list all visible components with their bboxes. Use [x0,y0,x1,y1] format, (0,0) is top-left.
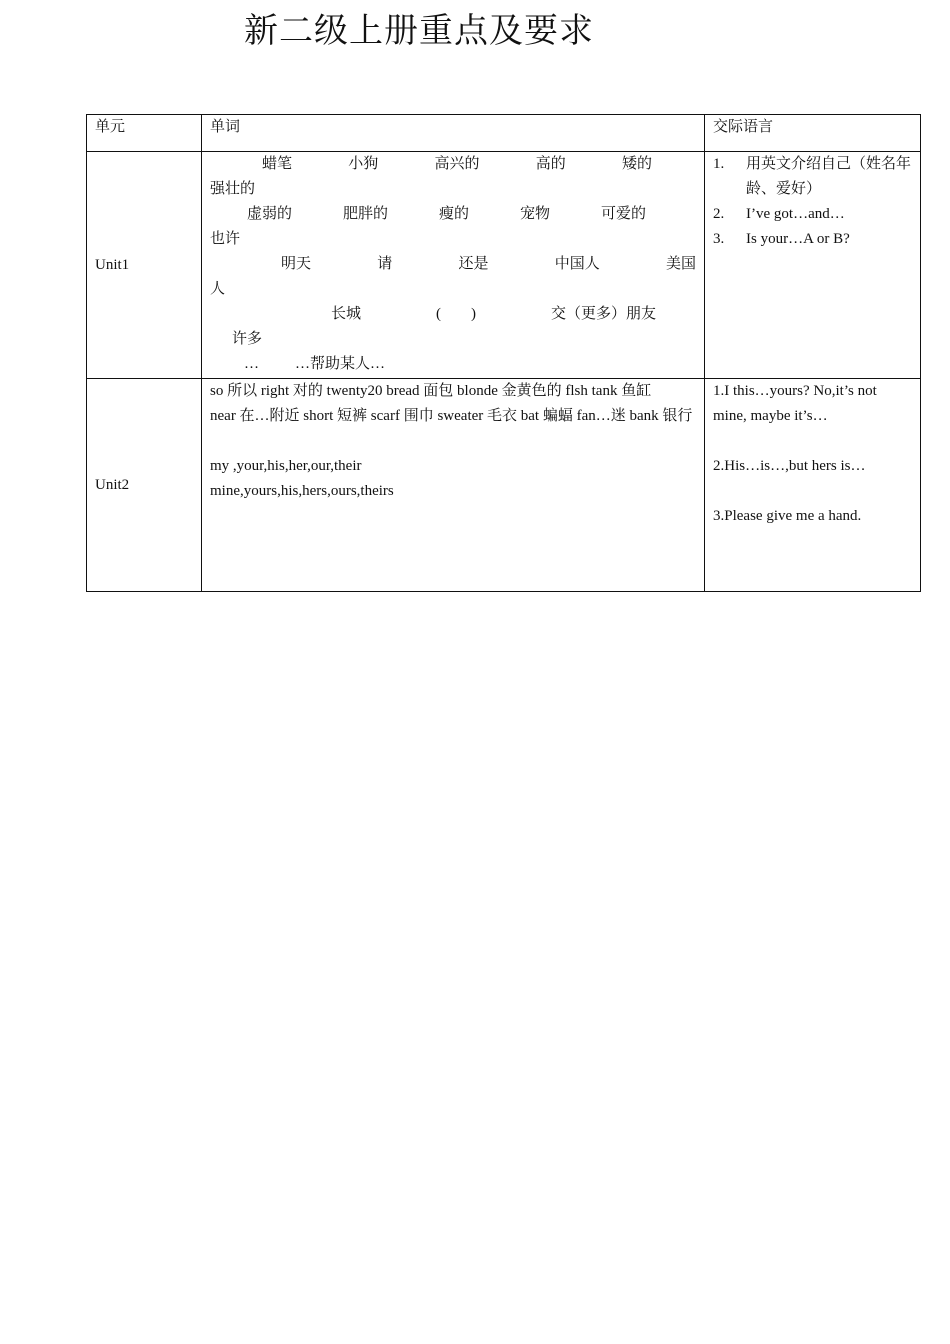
word-line [210,352,696,377]
header-unit: 单元 [87,115,202,152]
list-number: 3. [713,231,725,247]
word: 交（更多）朋友 [550,306,656,322]
word-line [210,327,696,352]
word-line [210,227,696,252]
language-item: 3.Please give me a hand. [713,508,862,524]
spacer [713,429,912,454]
word: 美国 [665,256,696,272]
language-cell [705,152,921,379]
document-title: 新二级上册重点及要求 [244,11,594,51]
word: 还是 [458,256,489,272]
word: 许多 [232,331,263,347]
word: 人 [210,281,226,297]
word-line [210,152,696,177]
word: 明天 [281,256,312,272]
table-header-row [87,115,921,152]
list-item [713,152,912,202]
list-item [713,227,912,252]
spacer [210,429,696,454]
word: 宠物 [519,206,550,222]
word: 小狗 [348,156,379,172]
header-language: 交际语言 [705,115,921,152]
possessive-line: mine,yours,his,hers,ours,theirs [210,483,394,499]
word: 中国人 [554,256,600,272]
word: 长城 [331,306,362,322]
word: 也许 [210,231,241,247]
word: 蜡笔 [262,156,293,172]
word: 肥胖的 [342,206,388,222]
list-text: I’ve got…and… [746,206,845,222]
language-item: 1.I this…yours? No,it’s not mine, maybe it’s… [713,383,877,424]
language-cell [705,379,921,592]
unit-cell: Unit1 [87,152,202,379]
table-row-unit1 [87,152,921,379]
word-line [210,202,696,227]
list-item [713,202,912,227]
words-cell [202,152,705,379]
word: …帮助某人… [295,356,386,372]
word: 强壮的 [210,181,256,197]
word-line [210,252,696,277]
word: 瘦的 [438,206,469,222]
spacer [713,479,912,504]
word-line [210,177,696,202]
unit-cell: Unit2 [87,379,202,592]
language-list [713,152,912,252]
pronoun-line: my ,your,his,her,our,their [210,458,362,474]
word: 请 [377,256,393,272]
word-paragraph: so 所以 right 对的 twenty20 bread 面包 blonde 金黄色的 flsh tank 鱼缸 [210,383,652,399]
words-cell [202,379,705,592]
word: 高兴的 [434,156,480,172]
word: … [244,356,259,372]
header-words: 单词 [202,115,705,152]
word: 矮的 [621,156,652,172]
list-number: 2. [713,206,725,222]
word-line [210,277,696,302]
word-line [210,302,696,327]
word: ( ) [436,306,476,322]
word: 虚弱的 [247,206,293,222]
requirements-table [86,114,921,592]
list-text: Is your…A or B? [746,231,850,247]
word-paragraph: near 在…附近 short 短裤 scarf 围巾 sweater 毛衣 bat 蝙蝠 fan…迷 bank 银行 [210,408,693,424]
language-item: 2.His…is…,but hers is… [713,458,866,474]
list-text: 用英文介绍自己（姓名年龄、爱好） [746,156,912,197]
table-row-unit2 [87,379,921,592]
word: 高的 [535,156,566,172]
word: 可爱的 [600,206,646,222]
list-number: 1. [713,156,725,172]
